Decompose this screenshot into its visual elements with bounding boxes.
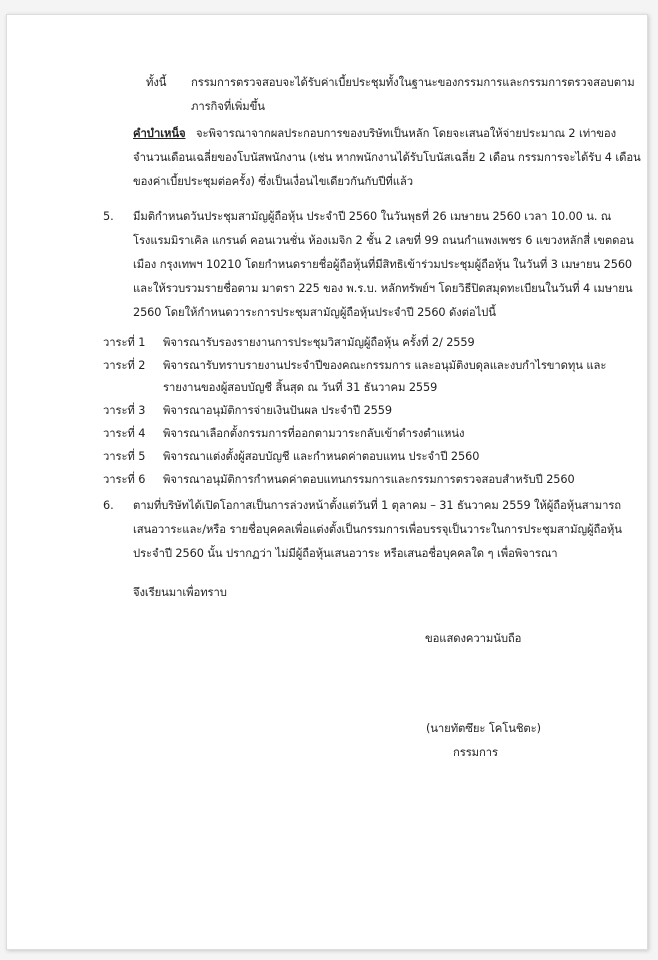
note-label: คำบำเหน็จ: [133, 127, 186, 140]
item5-line: เมือง กรุงเทพฯ 10210 โดยกำหนดรายชื่อผู้ถือหุ้นที่มีสิทธิเข้าร่วมประชุมผู้ถือหุ้น ในวันที่ 3 เมษายน 2560: [133, 258, 632, 271]
item5-line: โรงแรมมิราเคิล แกรนด์ คอนเวนชั่น ห้องเมจิก 2 ชั้น 2 เลขที่ 99 ถนนกำแพงเพชร 6 แขวงหลักสี่ เขตดอน: [133, 234, 634, 247]
agenda-text: พิจารณารับทราบรายงานประจำปีของคณะกรรมการ และอนุมัติงบดุลและงบกำไรขาดทุน และ: [163, 359, 607, 372]
item5-line: และให้รวบรวมรายชื่อตาม มาตรา 225 ของ พ.ร.บ. หลักทรัพย์ฯ โดยวิธีปิดสมุดทะเบียนในวันที่ 4 เมษายน: [133, 282, 633, 295]
agenda-label: วาระที่ 2: [103, 359, 146, 372]
agenda-text-cont: รายงานของผู้สอบบัญชี สิ้นสุด ณ วันที่ 31 ธันวาคม 2559: [163, 381, 438, 394]
signer-title: กรรมการ: [453, 746, 498, 759]
signer-name: (นายทัตซึยะ โคโนชิตะ): [426, 722, 541, 735]
item5-line: 2560 โดยให้กำหนดวาระการประชุมสามัญผู้ถือหุ้นประจำปี 2560 ดังต่อไปนี้: [133, 306, 496, 319]
closing-inform: จึงเรียนมาเพื่อทราบ: [133, 586, 227, 599]
intro-lead: ทั้งนี้: [146, 76, 167, 89]
item6-number: 6.: [103, 499, 114, 512]
item6-line: เสนอวาระและ/หรือ รายชื่อบุคคลเพื่อแต่งตั้งเป็นกรรมการเพื่อบรรจุเป็นวาระในการประชุมสามัญผู้ถือหุ้น: [133, 523, 622, 536]
agenda-label: วาระที่ 6: [103, 473, 146, 486]
note-line-3: ของค่าเบี้ยประชุมต่อครั้ง) ซึ่งเป็นเงื่อนไขเดียวกันกับปีที่แล้ว: [133, 175, 413, 188]
agenda-text: พิจารณารับรองรายงานการประชุมวิสามัญผู้ถือหุ้น ครั้งที่ 2/ 2559: [163, 336, 475, 349]
agenda-text: พิจารณาแต่งตั้งผู้สอบบัญชี และกำหนดค่าตอบแทน ประจำปี 2560: [163, 450, 480, 463]
item6-line: ประจำปี 2560 นั้น ปรากฏว่า ไม่มีผู้ถือหุ้นเสนอวาระ หรือเสนอชื่อบุคคลใด ๆ เพื่อพิจารณา: [133, 547, 558, 560]
item5-line: มีมติกำหนดวันประชุมสามัญผู้ถือหุ้น ประจำปี 2560 ในวันพุธที่ 26 เมษายน 2560 เวลา 10.00 น. ณ: [133, 210, 612, 223]
note-line-2: จำนวนเดือนเฉลี่ยของโบนัสพนักงาน (เช่น หากพนักงานได้รับโบนัสเฉลี่ย 2 เดือน กรรมการจะได้รับ 4 เดือน: [133, 151, 641, 164]
item6-line: ตามที่บริษัทได้เปิดโอกาสเป็นการล่วงหน้าตั้งแต่วันที่ 1 ตุลาคม – 31 ธันวาคม 2559 ให้ผู้ถือหุ้นสามารถ: [133, 499, 622, 512]
agenda-text: พิจารณาอนุมัติการจ่ายเงินปันผล ประจำปี 2559: [163, 404, 392, 417]
agenda-label: วาระที่ 4: [103, 427, 146, 440]
item5-number: 5.: [103, 210, 114, 223]
closing-regards: ขอแสดงความนับถือ: [425, 632, 522, 645]
intro-line-1: กรรมการตรวจสอบจะได้รับค่าเบี้ยประชุมทั้งในฐานะของกรรมการและกรรมการตรวจสอบตาม: [191, 76, 635, 89]
agenda-label: วาระที่ 3: [103, 404, 146, 417]
agenda-label: วาระที่ 1: [103, 336, 146, 349]
agenda-text: พิจารณาอนุมัติการกำหนดค่าตอบแทนกรรมการและกรรมการตรวจสอบสำหรับปี 2560: [163, 473, 575, 486]
agenda-label: วาระที่ 5: [103, 450, 146, 463]
agenda-text: พิจารณาเลือกตั้งกรรมการที่ออกตามวาระกลับเข้าดำรงตำแหน่ง: [163, 427, 465, 440]
intro-line-2: ภารกิจที่เพิ่มขึ้น: [191, 100, 265, 113]
document-page: [6, 14, 648, 950]
note-line-1: จะพิจารณาจากผลประกอบการของบริษัทเป็นหลัก โดยจะเสนอให้จ่ายประมาณ 2 เท่าของ: [196, 127, 617, 140]
